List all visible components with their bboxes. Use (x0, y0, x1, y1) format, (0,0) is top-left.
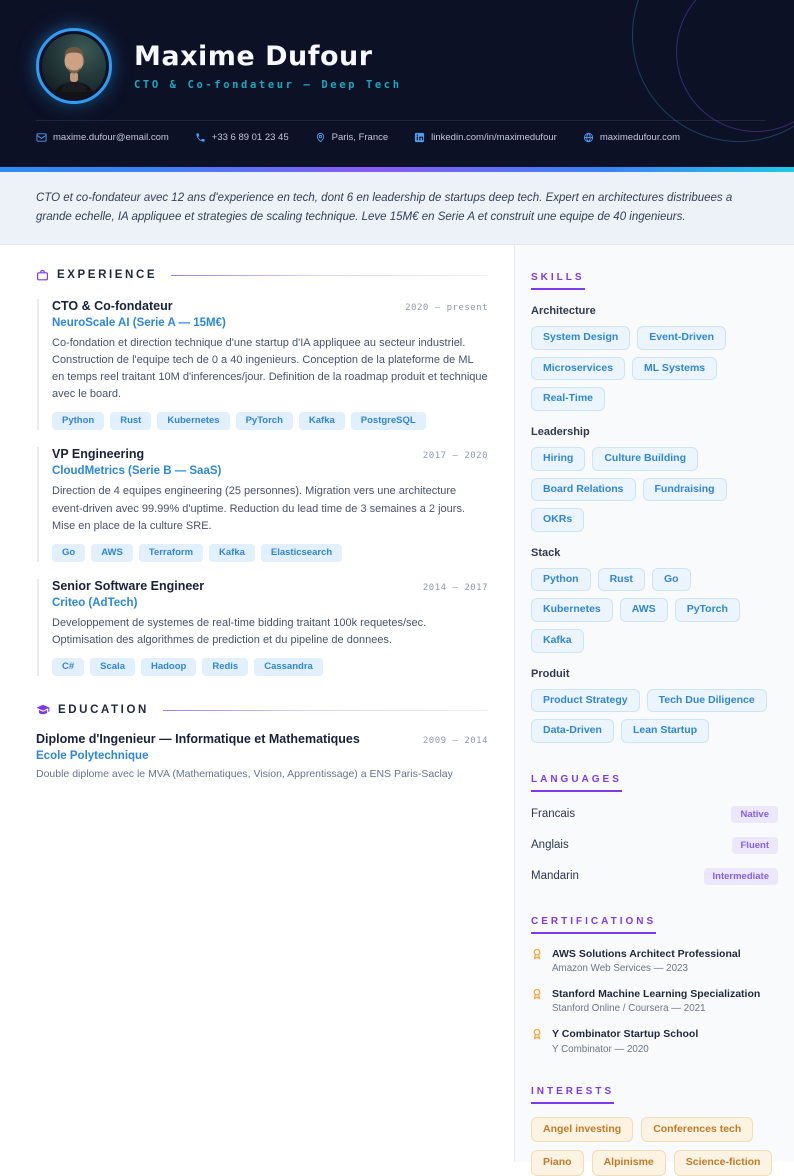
skill-pill: Microservices (531, 357, 625, 381)
contact-linkedin[interactable] (414, 132, 557, 143)
skill-pill: Kubernetes (531, 598, 613, 622)
job-period: 2020 — present (405, 302, 488, 313)
skills-heading: SKILLS (531, 272, 585, 290)
certification-org: Y Combinator — 2020 (552, 1043, 649, 1055)
header (0, 0, 794, 167)
contact-linkedin-text: linkedin.com/in/maximedufour (431, 132, 557, 143)
person-role: CTO & Co-fondateur — Deep Tech (134, 79, 402, 91)
tech-tag: Terraform (139, 544, 203, 562)
skill-group-name: Stack (531, 546, 561, 559)
section-rule (171, 275, 488, 276)
skill-group-name: Architecture (531, 304, 596, 317)
award-medal-icon (531, 988, 543, 1000)
skill-pill: Python (531, 568, 591, 592)
job-description: Direction de 4 equipes engineering (25 personnes). Migration vers une architecture event-driven avec 99.99% d'uptime. Reduction du lead time de 3 semaines a 2 jours. Mise en place de la culture SRE. (52, 485, 466, 532)
avatar (36, 28, 112, 104)
briefcase-icon (36, 269, 49, 282)
contact-location (315, 132, 389, 143)
skill-pill: Board Relations (531, 478, 636, 502)
globe-icon (583, 132, 594, 143)
section-rule (163, 710, 488, 711)
tech-tag: Elasticsearch (261, 544, 342, 562)
job-tags (52, 658, 488, 676)
degree-period: 2009 — 2014 (422, 736, 488, 747)
certification-item (531, 947, 778, 974)
skill-pill: OKRs (531, 508, 584, 532)
job-company: NeuroScale AI (Serie A — 15M€) (52, 316, 226, 329)
skill-pill: Tech Due Diligence (647, 689, 767, 713)
skill-pill: Hiring (531, 447, 585, 471)
skill-pill: PyTorch (675, 598, 740, 622)
school-name: Ecole Polytechnique (36, 750, 149, 763)
skill-pill: Event-Driven (637, 326, 726, 350)
contact-row (36, 121, 766, 154)
job-item (37, 447, 488, 561)
mail-icon (36, 132, 47, 143)
skill-group-stack (531, 547, 778, 653)
certification-item (531, 1027, 778, 1054)
skill-pill: Real-Time (531, 387, 605, 411)
contact-location-text: Paris, France (331, 132, 389, 143)
language-level-badge: Native (731, 806, 778, 823)
skill-pill: Culture Building (592, 447, 698, 471)
certification-title: Y Combinator Startup School (552, 1028, 699, 1041)
skills-section (531, 267, 778, 743)
language-level-badge: Fluent (732, 837, 779, 854)
skill-pill: AWS (620, 598, 668, 622)
linkedin-icon (414, 132, 425, 143)
tech-tag: C# (52, 658, 84, 676)
tech-tag: Python (52, 412, 104, 430)
skill-group-produit (531, 668, 778, 743)
job-title: VP Engineering (52, 447, 145, 462)
experience-heading: EXPERIENCE (57, 269, 158, 282)
job-tags (52, 412, 488, 430)
award-medal-icon (531, 948, 543, 960)
tech-tag: PostgreSQL (351, 412, 426, 430)
job-tags (52, 544, 488, 562)
contact-email-text: maxime.dufour@email.com (53, 132, 169, 143)
skill-pill: Rust (598, 568, 645, 592)
job-description: Co-fondation et direction technique d'une startup d'IA appliquee au secteur industriel. Construction de l'equipe tech de 0 a 40 ingenieurs. Conception de la plateforme de ML en temps reel traitant 10M d'inferences/jour. Definition de la roadmap produit et technique avec le board. (52, 336, 488, 401)
interests-list (531, 1117, 778, 1176)
language-name: Mandarin (531, 870, 579, 883)
language-row (531, 837, 778, 854)
certification-title: AWS Solutions Architect Professional (552, 947, 741, 960)
certifications-heading: CERTIFICATIONS (531, 916, 656, 934)
job-title: CTO & Co-fondateur (52, 298, 173, 313)
tech-tag: Kafka (209, 544, 255, 562)
skill-group-name: Leadership (531, 425, 590, 438)
contact-website[interactable] (583, 132, 680, 143)
language-name: Francais (531, 808, 576, 821)
job-company: CloudMetrics (Serie B — SaaS) (52, 465, 222, 478)
phone-icon (195, 132, 206, 143)
skill-group-leadership (531, 426, 778, 532)
tech-tag: Rust (110, 412, 151, 430)
degree-title: Diplome d'Ingenieur — Informatique et Mathematiques (36, 732, 360, 747)
languages-heading: LANGUAGES (531, 774, 622, 792)
certification-org: Amazon Web Services — 2023 (552, 963, 688, 975)
skill-pill: Go (652, 568, 691, 592)
skill-pill: Product Strategy (531, 689, 640, 713)
education-heading: EDUCATION (58, 704, 149, 717)
tech-tag: PyTorch (236, 412, 293, 430)
tech-tag: Hadoop (141, 658, 196, 676)
interest-pill: Alpinisme (592, 1150, 666, 1176)
interest-pill: Piano (531, 1150, 584, 1176)
skill-group-architecture (531, 305, 778, 411)
certification-org: Stanford Online / Coursera — 2021 (552, 1003, 706, 1015)
certification-item (531, 987, 778, 1014)
skill-pill: Kafka (531, 629, 584, 653)
contact-email[interactable] (36, 132, 169, 143)
language-row (531, 868, 778, 885)
certifications-section (531, 911, 778, 1055)
interest-pill: Science-fiction (674, 1150, 773, 1176)
contact-phone[interactable] (195, 132, 289, 143)
job-title: Senior Software Engineer (52, 578, 205, 593)
skill-pill: System Design (531, 326, 630, 350)
language-name: Anglais (531, 839, 569, 852)
tech-tag: Redis (202, 658, 248, 676)
education-item (36, 732, 488, 780)
interest-pill: Angel investing (531, 1117, 633, 1143)
experience-section (36, 269, 488, 676)
job-company: Criteo (AdTech) (52, 596, 138, 609)
languages-section (531, 769, 778, 885)
language-row (531, 806, 778, 823)
skill-pill: ML Systems (632, 357, 717, 381)
sidebar (514, 245, 794, 1169)
portrait-illustration (42, 34, 106, 98)
language-level-badge: Intermediate (704, 868, 779, 885)
education-note: Double diplome avec le MVA (Mathematiques, Vision, Apprentissage) a ENS Paris-Saclay (36, 768, 453, 781)
job-item (37, 299, 488, 431)
skill-group-name: Produit (531, 667, 570, 680)
job-period: 2017 — 2020 (422, 451, 488, 462)
graduation-cap-icon (36, 703, 50, 717)
job-description: Developpement de systemes de real-time bidding traitant 100k requetes/sec. Optimisation des algorithmes de prediction et du pipeline de donnees. (52, 616, 427, 646)
skill-pill: Fundraising (643, 478, 727, 502)
tech-tag: Scala (90, 658, 135, 676)
person-name: Maxime Dufour (134, 41, 373, 72)
award-medal-icon (531, 1028, 543, 1040)
skill-pill: Data-Driven (531, 719, 614, 743)
contact-phone-text: +33 6 89 01 23 45 (211, 132, 289, 143)
summary-quote: CTO et co-fondateur avec 12 ans d'experience en tech, dont 6 en leadership de startups deep tech. Expert en architectures distribuees a grande echelle, IA appliquee et strategies de scaling technique. Leve 15M€ en Serie A et construit une equipe de 40 ingenieurs. (0, 172, 794, 245)
interests-section (531, 1081, 778, 1176)
location-pin-icon (315, 132, 326, 143)
interests-heading: INTERESTS (531, 1086, 614, 1104)
education-section (36, 703, 488, 780)
tech-tag: Kubernetes (157, 412, 229, 430)
tech-tag: Cassandra (254, 658, 323, 676)
main-column (0, 245, 514, 1162)
tech-tag: Go (52, 544, 85, 562)
certification-title: Stanford Machine Learning Specialization (552, 988, 761, 1001)
contact-website-text: maximedufour.com (599, 132, 681, 143)
tech-tag: Kafka (299, 412, 345, 430)
interest-pill: Conferences tech (641, 1117, 753, 1143)
job-period: 2014 — 2017 (422, 582, 488, 593)
job-item (37, 579, 488, 676)
skill-pill: Lean Startup (621, 719, 709, 743)
tech-tag: AWS (91, 544, 133, 562)
